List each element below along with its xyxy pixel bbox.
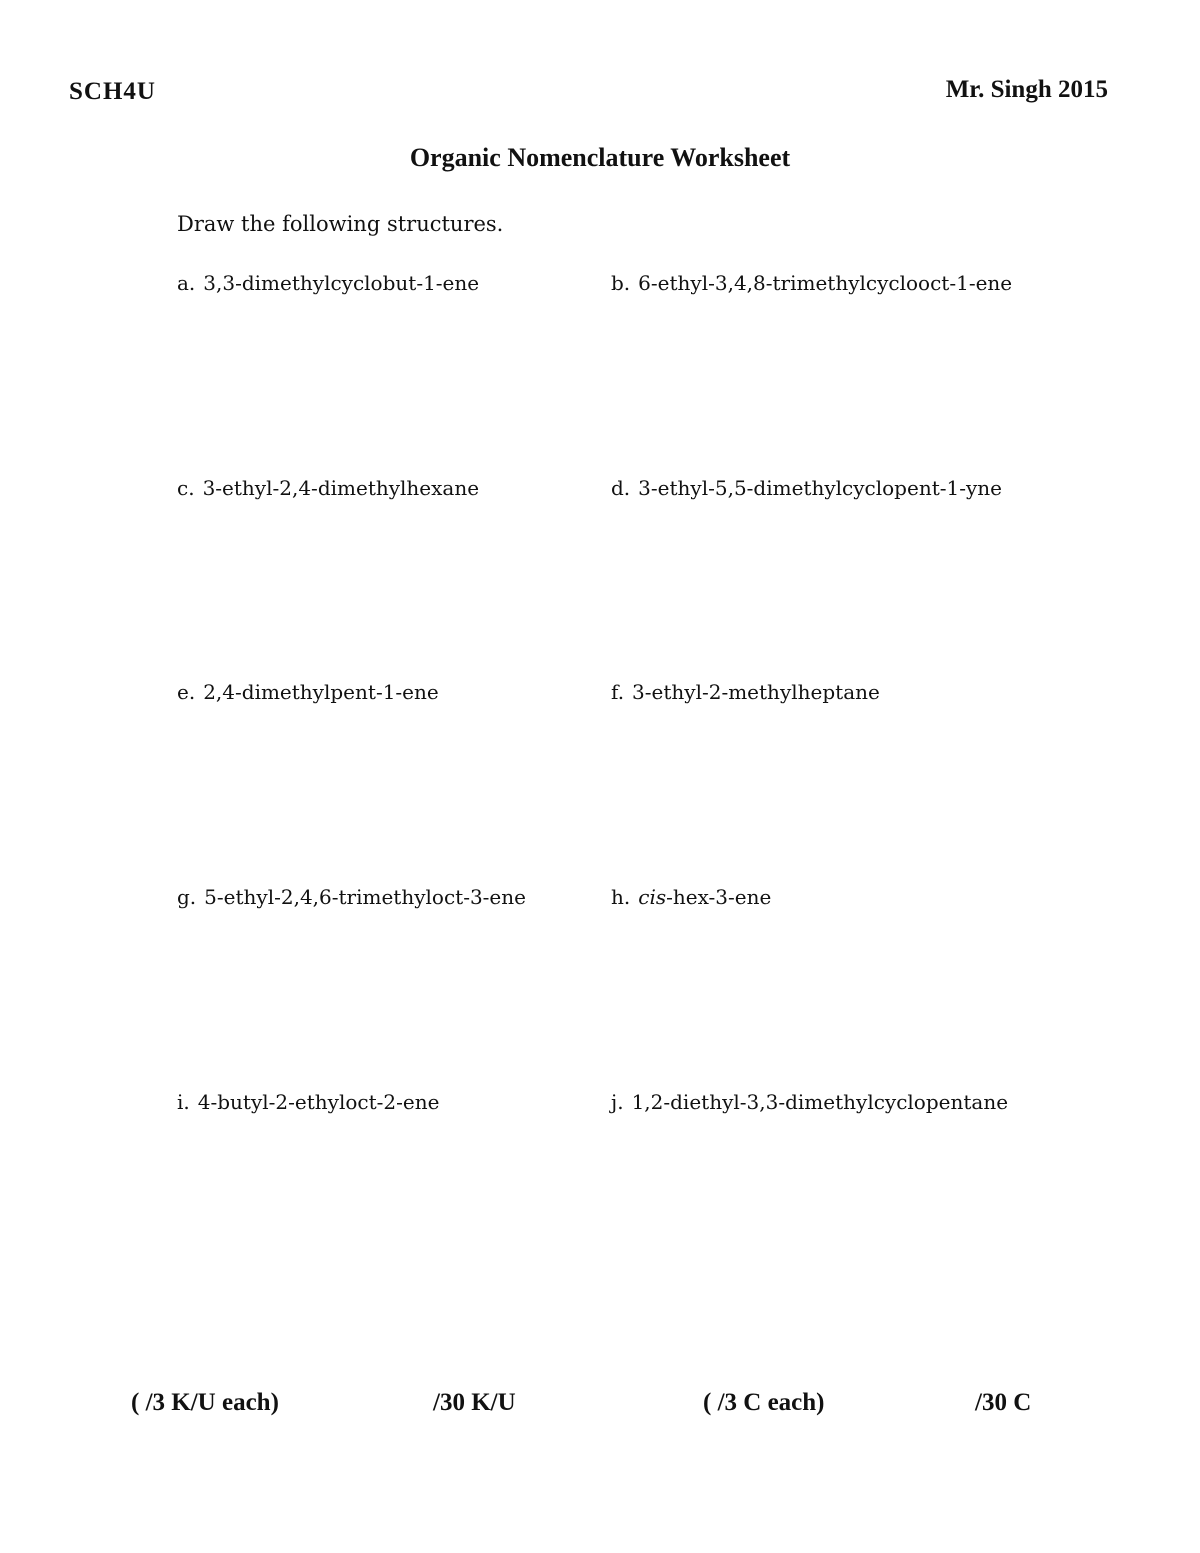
question-letter: j.: [611, 1090, 624, 1114]
question-text: -hex-3-ene: [666, 885, 772, 909]
question-i: [177, 1090, 439, 1114]
question-d: [611, 476, 1002, 500]
question-letter: b.: [611, 271, 631, 295]
question-letter: f.: [611, 680, 625, 704]
question-text: 6-ethyl-3,4,8-trimethylcyclooct-1-ene: [638, 271, 1013, 295]
question-letter: i.: [177, 1090, 190, 1114]
question-f: [611, 680, 880, 704]
question-a: [177, 271, 479, 295]
question-text: 5-ethyl-2,4,6-trimethyloct-3-ene: [204, 885, 526, 909]
score-ku-each: ( /3 K/U each): [131, 1389, 279, 1416]
score-c-each: ( /3 C each): [703, 1389, 825, 1416]
instruction-text: Draw the following structures.: [177, 212, 504, 236]
question-e: [177, 680, 439, 704]
question-letter: d.: [611, 476, 631, 500]
question-c: [177, 476, 479, 500]
question-letter: c.: [177, 476, 195, 500]
question-text: 3-ethyl-5,5-dimethylcyclopent-1-yne: [638, 476, 1002, 500]
question-letter: g.: [177, 885, 197, 909]
question-prefix-italic: cis: [638, 885, 667, 909]
question-letter: e.: [177, 680, 196, 704]
question-letter: h.: [611, 885, 631, 909]
question-text: 3,3-dimethylcyclobut-1-ene: [203, 271, 480, 295]
score-c-total: /30 C: [975, 1389, 1032, 1416]
question-b: [611, 271, 1012, 295]
question-g: [177, 885, 526, 909]
score-ku-total: /30 K/U: [433, 1389, 516, 1416]
question-text: 2,4-dimethylpent-1-ene: [203, 680, 439, 704]
question-letter: a.: [177, 271, 196, 295]
teacher-year: Mr. Singh 2015: [945, 76, 1108, 103]
question-text: 1,2-diethyl-3,3-dimethylcyclopentane: [631, 1090, 1009, 1114]
course-code: SCH4U: [69, 78, 156, 105]
question-text: 4-butyl-2-ethyloct-2-ene: [197, 1090, 440, 1114]
question-h: [611, 885, 771, 909]
question-text: 3-ethyl-2,4-dimethylhexane: [202, 476, 480, 500]
question-text: 3-ethyl-2-methylheptane: [632, 680, 880, 704]
worksheet-title: Organic Nomenclature Worksheet: [409, 143, 791, 172]
question-j: [611, 1090, 1008, 1114]
